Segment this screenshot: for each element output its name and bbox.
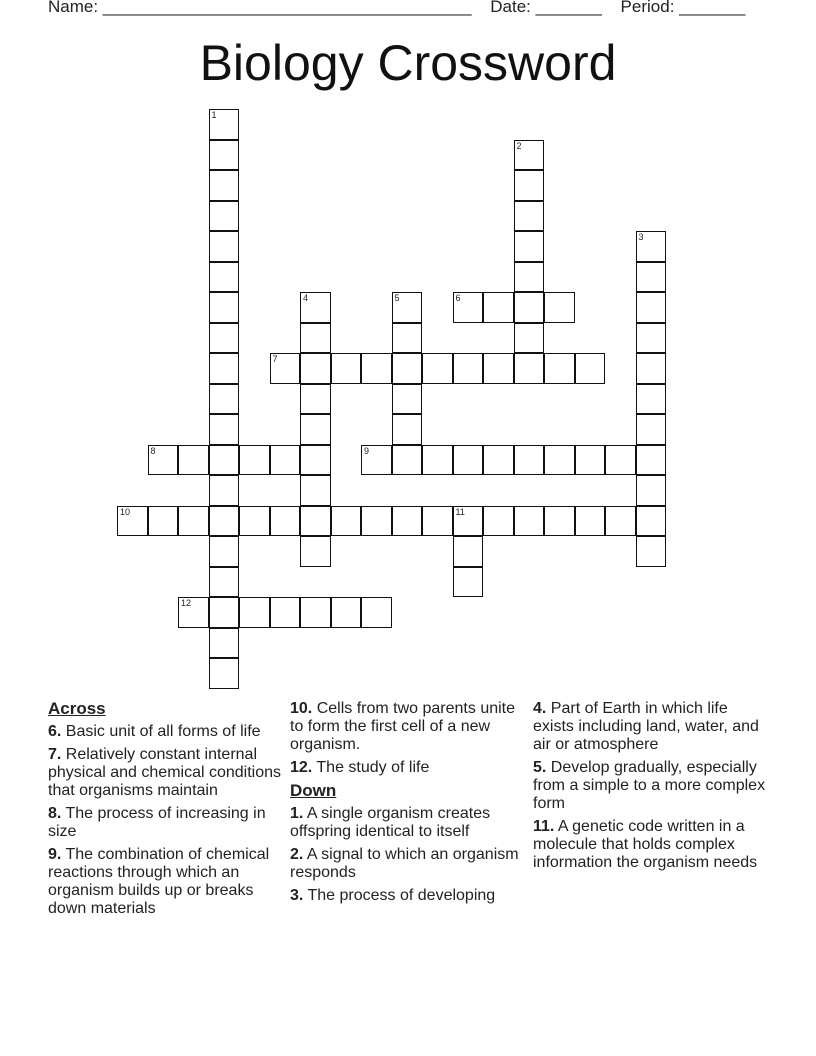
crossword-cell[interactable]: [422, 353, 453, 384]
crossword-cell[interactable]: [514, 292, 545, 323]
crossword-cell[interactable]: [209, 170, 240, 201]
crossword-cell[interactable]: [636, 506, 667, 537]
crossword-cell[interactable]: [209, 353, 240, 384]
crossword-cell[interactable]: [209, 414, 240, 445]
crossword-cell[interactable]: [331, 597, 362, 628]
crossword-cell[interactable]: [331, 353, 362, 384]
name-field[interactable]: Name: _______________________________________: [48, 0, 472, 16]
crossword-cell[interactable]: [392, 292, 423, 323]
crossword-cell[interactable]: [514, 170, 545, 201]
crossword-cell[interactable]: [209, 292, 240, 323]
clue-number: 8: [150, 445, 156, 456]
crossword-cell[interactable]: [575, 353, 606, 384]
crossword-cell[interactable]: [483, 506, 514, 537]
crossword-cell[interactable]: [361, 445, 392, 476]
crossword-cell[interactable]: [300, 323, 331, 354]
crossword-cell[interactable]: [514, 353, 545, 384]
crossword-cell[interactable]: [239, 506, 270, 537]
crossword-cell[interactable]: [209, 323, 240, 354]
crossword-cell[interactable]: [605, 506, 636, 537]
crossword-cell[interactable]: [453, 567, 484, 598]
crossword-cell[interactable]: [300, 475, 331, 506]
clue-down-2: 2. A signal to which an organism responds: [290, 846, 519, 881]
crossword-cell[interactable]: [453, 445, 484, 476]
clue-number: 9: [364, 445, 370, 456]
crossword-cell[interactable]: [209, 506, 240, 537]
crossword-cell[interactable]: [300, 536, 331, 567]
across-heading: Across: [48, 699, 106, 718]
crossword-cell[interactable]: [605, 445, 636, 476]
crossword-cell[interactable]: [239, 445, 270, 476]
clue-number: 11: [455, 506, 465, 517]
crossword-cell[interactable]: [392, 414, 423, 445]
crossword-cell[interactable]: [209, 658, 240, 689]
crossword-cell[interactable]: [514, 323, 545, 354]
crossword-cell[interactable]: [636, 231, 667, 262]
clue-number: 1: [211, 110, 217, 120]
crossword-cell[interactable]: [636, 323, 667, 354]
clue-column-1: [48, 700, 283, 923]
crossword-cell[interactable]: [178, 597, 209, 628]
crossword-cell[interactable]: [636, 414, 667, 445]
down-heading: Down: [290, 781, 337, 800]
crossword-cell[interactable]: [636, 262, 667, 293]
clue-number: 7: [272, 354, 278, 364]
crossword-cell[interactable]: [453, 292, 484, 323]
clue-across-12: 12. The study of life: [290, 759, 430, 776]
clue-column-2: [290, 700, 525, 910]
clue-down-1: 1. A single organism creates offspring identical to itself: [290, 805, 491, 840]
clue-column-3: [533, 700, 773, 877]
crossword-cell[interactable]: [300, 414, 331, 445]
clue-number: 6: [455, 293, 461, 303]
clue-number: 10: [120, 506, 131, 517]
crossword-cell[interactable]: [209, 262, 240, 293]
crossword-cell[interactable]: [636, 292, 667, 323]
crossword-cell[interactable]: [636, 384, 667, 415]
crossword-cell[interactable]: [239, 597, 270, 628]
crossword-cell[interactable]: [209, 109, 240, 140]
crossword-cell[interactable]: [514, 506, 545, 537]
crossword-cell[interactable]: [514, 262, 545, 293]
crossword-cell[interactable]: [300, 292, 331, 323]
crossword-cell[interactable]: [636, 475, 667, 506]
crossword-grid: [117, 109, 677, 694]
crossword-cell[interactable]: [209, 536, 240, 567]
date-field[interactable]: Date: _______: [490, 0, 602, 16]
crossword-cell[interactable]: [209, 445, 240, 476]
clue-down-5: 5. Develop gradually, especially from a simple to a more complex form: [533, 759, 766, 812]
crossword-cell[interactable]: [209, 231, 240, 262]
clue-number: 5: [394, 293, 400, 303]
crossword-cell[interactable]: [209, 475, 240, 506]
page-title: Biology Crossword: [199, 35, 617, 91]
crossword-cell[interactable]: [331, 506, 362, 537]
clue-across-10: 10. Cells from two parents unite to form the first cell of a new organism.: [290, 700, 516, 753]
period-field[interactable]: Period: _______: [620, 0, 746, 16]
crossword-cell[interactable]: [392, 506, 423, 537]
crossword-cell[interactable]: [483, 353, 514, 384]
crossword-cell[interactable]: [453, 353, 484, 384]
clue-across-7: 7. Relatively constant internal physical and chemical conditions that organisms maintain: [48, 746, 282, 799]
crossword-cell[interactable]: [209, 140, 240, 171]
clue-across-8: 8. The process of increasing in size: [48, 805, 266, 840]
crossword-cell[interactable]: [544, 353, 575, 384]
crossword-cell[interactable]: [636, 445, 667, 476]
crossword-cell[interactable]: [209, 628, 240, 659]
crossword-cell[interactable]: [483, 292, 514, 323]
crossword-cell[interactable]: [300, 353, 331, 384]
crossword-cell[interactable]: [636, 536, 667, 567]
crossword-cell[interactable]: [270, 506, 301, 537]
crossword-cell[interactable]: [361, 506, 392, 537]
crossword-cell[interactable]: [178, 506, 209, 537]
crossword-cell[interactable]: [209, 597, 240, 628]
crossword-cell[interactable]: [514, 445, 545, 476]
clue-number: 4: [303, 293, 309, 303]
clue-down-3: 3. The process of developing: [290, 887, 496, 904]
crossword-cell[interactable]: [270, 597, 301, 628]
clue-across-6: 6. Basic unit of all forms of life: [48, 723, 261, 740]
crossword-cell[interactable]: [453, 506, 484, 537]
crossword-cell[interactable]: [117, 506, 148, 537]
crossword-cell[interactable]: [300, 506, 331, 537]
crossword-cell[interactable]: [300, 445, 331, 476]
crossword-cell[interactable]: [514, 231, 545, 262]
clue-down-4: 4. Part of Earth in which life exists including land, water, and air or atmosphere: [533, 700, 759, 753]
crossword-cell[interactable]: [636, 353, 667, 384]
crossword-cell[interactable]: [361, 597, 392, 628]
crossword-cell[interactable]: [270, 445, 301, 476]
crossword-cell[interactable]: [514, 140, 545, 171]
crossword-cell[interactable]: [422, 506, 453, 537]
crossword-cell[interactable]: [148, 506, 179, 537]
crossword-cell[interactable]: [392, 323, 423, 354]
crossword-cell[interactable]: [300, 597, 331, 628]
crossword-cell[interactable]: [209, 201, 240, 232]
crossword-cell[interactable]: [483, 445, 514, 476]
crossword-cell[interactable]: [544, 506, 575, 537]
crossword-cell[interactable]: [392, 445, 423, 476]
crossword-cell[interactable]: [575, 506, 606, 537]
crossword-cell[interactable]: [575, 445, 606, 476]
crossword-cell[interactable]: [209, 567, 240, 598]
crossword-cell[interactable]: [544, 292, 575, 323]
clue-number: 12: [181, 598, 192, 608]
crossword-cell[interactable]: [209, 384, 240, 415]
header-line: [48, 0, 788, 17]
crossword-cell[interactable]: [361, 353, 392, 384]
crossword-cell[interactable]: [148, 445, 179, 476]
clue-across-9: 9. The combination of chemical reactions through which an organism builds up or breaks down materials: [48, 846, 270, 917]
crossword-cell[interactable]: [178, 445, 209, 476]
clue-number: 2: [516, 140, 522, 151]
crossword-cell[interactable]: [392, 353, 423, 384]
crossword-cell[interactable]: [544, 445, 575, 476]
crossword-cell[interactable]: [300, 384, 331, 415]
crossword-cell[interactable]: [514, 201, 545, 232]
crossword-cell[interactable]: [270, 353, 301, 384]
crossword-cell[interactable]: [453, 536, 484, 567]
crossword-cell[interactable]: [392, 384, 423, 415]
clue-number: 3: [638, 232, 644, 242]
crossword-cell[interactable]: [422, 445, 453, 476]
clue-down-11: 11. A genetic code written in a molecule that holds complex information the organism needs: [533, 818, 758, 871]
